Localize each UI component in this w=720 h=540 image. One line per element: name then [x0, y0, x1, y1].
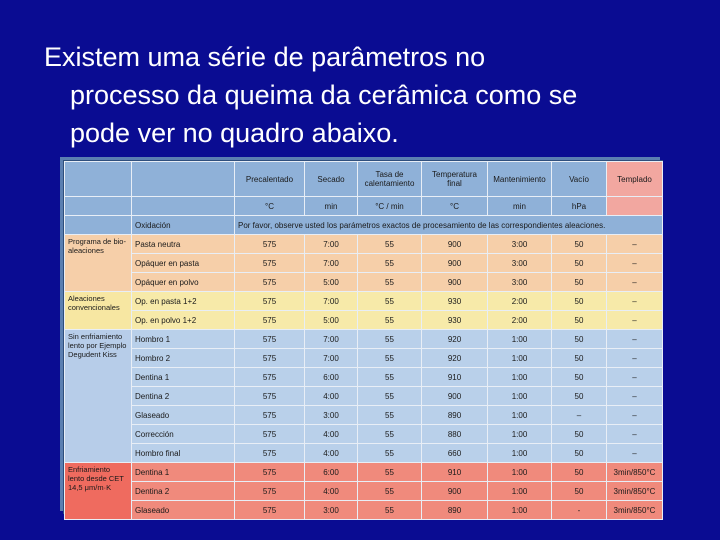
- cell: 3:00: [488, 235, 552, 254]
- cell: 55: [358, 406, 422, 425]
- cell: 575: [235, 349, 305, 368]
- cell: 575: [235, 368, 305, 387]
- cell: 575: [235, 254, 305, 273]
- row-name: Hombro 1: [132, 330, 235, 349]
- cell: –: [607, 235, 663, 254]
- intro-line-1: Existem uma série de parâmetros no: [44, 42, 486, 72]
- cell: –: [607, 311, 663, 330]
- cell: 660: [422, 444, 488, 463]
- cell: 1:00: [488, 330, 552, 349]
- row-name: Dentina 2: [132, 482, 235, 501]
- cell: 4:00: [305, 425, 358, 444]
- table-row: [65, 254, 663, 273]
- table-row: [65, 444, 663, 463]
- cell: 575: [235, 235, 305, 254]
- cell: 3min/850°C: [607, 482, 663, 501]
- cell: 1:00: [488, 444, 552, 463]
- cell: 575: [235, 463, 305, 482]
- row-name: Hombro final: [132, 444, 235, 463]
- table-row: [65, 406, 663, 425]
- group-label-slow-cooling: Enfriamiento lento desde CET 14,5 μm/m·K: [65, 463, 132, 520]
- cell: -: [552, 501, 607, 520]
- cell: 3min/850°C: [607, 501, 663, 520]
- row-name: Dentina 2: [132, 387, 235, 406]
- cell: 920: [422, 330, 488, 349]
- unit-cell: hPa: [552, 197, 607, 216]
- cell: 5:00: [305, 311, 358, 330]
- cell: 6:00: [305, 463, 358, 482]
- cell: 900: [422, 273, 488, 292]
- cell: 910: [422, 463, 488, 482]
- cell: 575: [235, 425, 305, 444]
- cell: 3:00: [305, 501, 358, 520]
- cell: 50: [552, 349, 607, 368]
- cell: 1:00: [488, 406, 552, 425]
- cell: –: [607, 368, 663, 387]
- cell: 50: [552, 368, 607, 387]
- cell: –: [607, 254, 663, 273]
- cell: 1:00: [488, 482, 552, 501]
- cell: 3:00: [488, 254, 552, 273]
- cell: 1:00: [488, 387, 552, 406]
- cell: 6:00: [305, 368, 358, 387]
- cell: 50: [552, 482, 607, 501]
- table-row: [65, 311, 663, 330]
- col-header: Mantenimiento: [488, 162, 552, 197]
- cell: –: [607, 330, 663, 349]
- row-name: Hombro 2: [132, 349, 235, 368]
- cell: 575: [235, 444, 305, 463]
- cell: 4:00: [305, 482, 358, 501]
- row-name: Dentina 1: [132, 368, 235, 387]
- col-header: Vacío: [552, 162, 607, 197]
- cell: 575: [235, 482, 305, 501]
- cell: 575: [235, 330, 305, 349]
- unit-cell: °C: [422, 197, 488, 216]
- cell: 575: [235, 387, 305, 406]
- cell: 920: [422, 349, 488, 368]
- table-row: [65, 330, 663, 349]
- table-row: [65, 482, 663, 501]
- oxidation-label: Oxidación: [132, 216, 235, 235]
- cell: 50: [552, 425, 607, 444]
- cell: 1:00: [488, 463, 552, 482]
- cell: 900: [422, 254, 488, 273]
- cell: 55: [358, 482, 422, 501]
- cell: 2:00: [488, 292, 552, 311]
- cell: 930: [422, 311, 488, 330]
- intro-line-3: pode ver no quadro abaixo.: [70, 118, 399, 148]
- cell: 50: [552, 330, 607, 349]
- cell: 55: [358, 235, 422, 254]
- table-row: [65, 368, 663, 387]
- col-header: Tasa de calentamiento: [358, 162, 422, 197]
- table-row: [65, 425, 663, 444]
- cell: 55: [358, 368, 422, 387]
- cell: 55: [358, 444, 422, 463]
- cell: 3:00: [305, 406, 358, 425]
- cell: 910: [422, 368, 488, 387]
- cell: 55: [358, 463, 422, 482]
- cell: 55: [358, 311, 422, 330]
- cell: 900: [422, 387, 488, 406]
- oxidation-row: [65, 216, 663, 235]
- cell: 5:00: [305, 273, 358, 292]
- cell: 55: [358, 254, 422, 273]
- cell: 7:00: [305, 349, 358, 368]
- unit-cell: min: [305, 197, 358, 216]
- cell: 55: [358, 387, 422, 406]
- cell: 55: [358, 425, 422, 444]
- cell: –: [607, 444, 663, 463]
- cell: 575: [235, 273, 305, 292]
- cell: 890: [422, 501, 488, 520]
- cell: 3min/850°C: [607, 463, 663, 482]
- cell: 50: [552, 235, 607, 254]
- oxidation-note: Por favor, observe usted los parámetros exactos de procesamiento de las correspondientes aleaciones.: [235, 216, 663, 235]
- firing-parameters-table: [63, 160, 663, 514]
- col-header: Precalentado: [235, 162, 305, 197]
- row-name: Op. en polvo 1+2: [132, 311, 235, 330]
- cell: –: [607, 292, 663, 311]
- col-header: Templado: [607, 162, 663, 197]
- table-row: [65, 235, 663, 254]
- cell: 1:00: [488, 368, 552, 387]
- cell: –: [607, 349, 663, 368]
- cell: 900: [422, 482, 488, 501]
- cell: 4:00: [305, 387, 358, 406]
- cell: 55: [358, 349, 422, 368]
- units-row: [65, 197, 663, 216]
- group-label-no-slow-cooling: Sin enfriamiento lento por Ejemplo Degudent Kiss: [65, 330, 132, 463]
- cell: –: [607, 273, 663, 292]
- row-name: Glaseado: [132, 501, 235, 520]
- row-name: Dentina 1: [132, 463, 235, 482]
- cell: 2:00: [488, 311, 552, 330]
- col-header: Temperatura final: [422, 162, 488, 197]
- cell: 7:00: [305, 330, 358, 349]
- intro-line-2: processo da queima da cerâmica como se: [70, 80, 578, 110]
- cell: 50: [552, 463, 607, 482]
- cell: 930: [422, 292, 488, 311]
- cell: 50: [552, 292, 607, 311]
- row-name: Pasta neutra: [132, 235, 235, 254]
- cell: 7:00: [305, 235, 358, 254]
- cell: 1:00: [488, 425, 552, 444]
- cell: 890: [422, 406, 488, 425]
- cell: –: [607, 406, 663, 425]
- cell: 55: [358, 330, 422, 349]
- cell: 900: [422, 235, 488, 254]
- cell: –: [607, 387, 663, 406]
- slide-text: [44, 38, 694, 152]
- cell: 55: [358, 501, 422, 520]
- cell: 575: [235, 501, 305, 520]
- group-label-conventional: Aleaciones convencionales: [65, 292, 132, 330]
- cell: 50: [552, 254, 607, 273]
- cell: 880: [422, 425, 488, 444]
- cell: 575: [235, 311, 305, 330]
- table-row: [65, 501, 663, 520]
- unit-cell: min: [488, 197, 552, 216]
- cell: 575: [235, 406, 305, 425]
- table-row: [65, 349, 663, 368]
- cell: 55: [358, 292, 422, 311]
- table-row: [65, 273, 663, 292]
- cell: 7:00: [305, 292, 358, 311]
- cell: 1:00: [488, 501, 552, 520]
- table-row: [65, 387, 663, 406]
- table-row: [65, 463, 663, 482]
- cell: 50: [552, 444, 607, 463]
- cell: 55: [358, 273, 422, 292]
- cell: 50: [552, 387, 607, 406]
- unit-cell: [607, 197, 663, 216]
- header-row: [65, 162, 663, 197]
- group-label-bio: Programa de bio-aleaciones: [65, 235, 132, 292]
- row-name: Opáquer en polvo: [132, 273, 235, 292]
- table-row: [65, 292, 663, 311]
- cell: 1:00: [488, 349, 552, 368]
- cell: 3:00: [488, 273, 552, 292]
- col-header: Secado: [305, 162, 358, 197]
- cell: 575: [235, 292, 305, 311]
- unit-cell: °C / min: [358, 197, 422, 216]
- row-name: Corrección: [132, 425, 235, 444]
- row-name: Opáquer en pasta: [132, 254, 235, 273]
- cell: 7:00: [305, 254, 358, 273]
- row-name: Glaseado: [132, 406, 235, 425]
- unit-cell: °C: [235, 197, 305, 216]
- cell: 50: [552, 311, 607, 330]
- cell: 50: [552, 273, 607, 292]
- row-name: Op. en pasta 1+2: [132, 292, 235, 311]
- cell: 4:00: [305, 444, 358, 463]
- cell: –: [607, 425, 663, 444]
- cell: –: [552, 406, 607, 425]
